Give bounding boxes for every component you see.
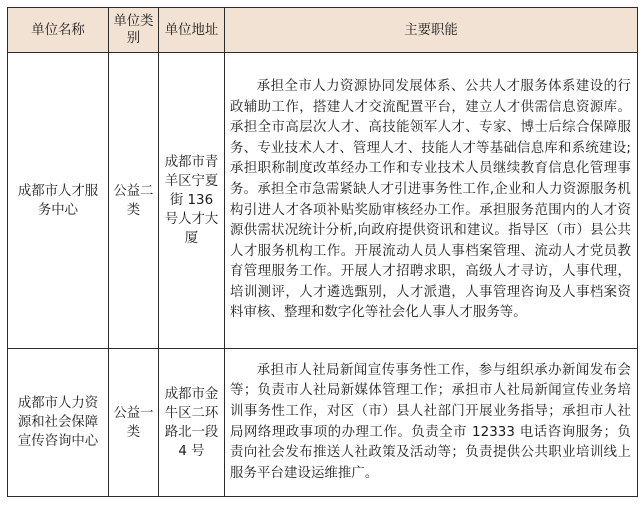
header-unit-address: 单位地址	[159, 8, 225, 53]
unit-functions-table	[7, 7, 638, 497]
table-row	[8, 53, 638, 349]
table-row	[8, 349, 638, 497]
table-header	[8, 8, 638, 53]
unit-duties-cell: 承担全市人力资源协同发展体系、公共人才服务体系建设的行政辅助工作，搭建人才交流配置平台，建立人才供需信息资源库。承担全市高层次人才、高技能领军人才、专家、博士后综合保障服务、专业技术人才、管理人才、技能人才等基础信息库和系统建设;承担职称制度改革经办工作和专业技术人员继续教育信息化管理事务。承担全市急需紧缺人才引进事务性工作,企业和人力资源服务机构引进人才各项补贴奖励审核经办工作。承担服务范围内的人才资源供需状况统计分析,向政府提供资讯和建议。指导区（市）县公共人才服务机构工作。开展流动人员人事档案管理、流动人才党员教育管理服务工作。开展人才招聘求职，高级人才寻访，人事代理，培训测评，人才遴选甄别，人才派遣，人事管理咨询及人事档案资料审核、整理和数字化等社会化人事人才服务等。	[225, 53, 638, 349]
unit-name-cell: 成都市人力资源和社会保障宣传咨询中心	[8, 349, 109, 497]
unit-address-cell: 成都市青羊区宁夏街 136 号人才大厦	[159, 53, 225, 349]
table-body	[8, 53, 638, 497]
unit-address-cell: 成都市金牛区二环路北一段 4 号	[159, 349, 225, 497]
unit-category-cell: 公益二类	[109, 53, 159, 349]
header-row	[8, 8, 638, 53]
header-unit-category: 单位类别	[109, 8, 159, 53]
unit-category-cell: 公益一类	[109, 349, 159, 497]
header-main-functions: 主要职能	[225, 8, 638, 53]
unit-name-cell: 成都市人才服务中心	[8, 53, 109, 349]
unit-duties-cell: 承担市人社局新闻宣传事务性工作，参与组织承办新闻发布会等；负责市人社局新媒体管理工作；承担市人社局新闻宣传业务培训事务性工作，对区（市）县人社部门开展业务指导；承担市人社局网络理政事项的办理工作。负责全市 12333 电话咨询服务；负责向社会发布推送人社政策及活动等；负责提供公共职业培训线上服务平台建设运维推广。	[225, 349, 638, 497]
header-unit-name: 单位名称	[8, 8, 109, 53]
